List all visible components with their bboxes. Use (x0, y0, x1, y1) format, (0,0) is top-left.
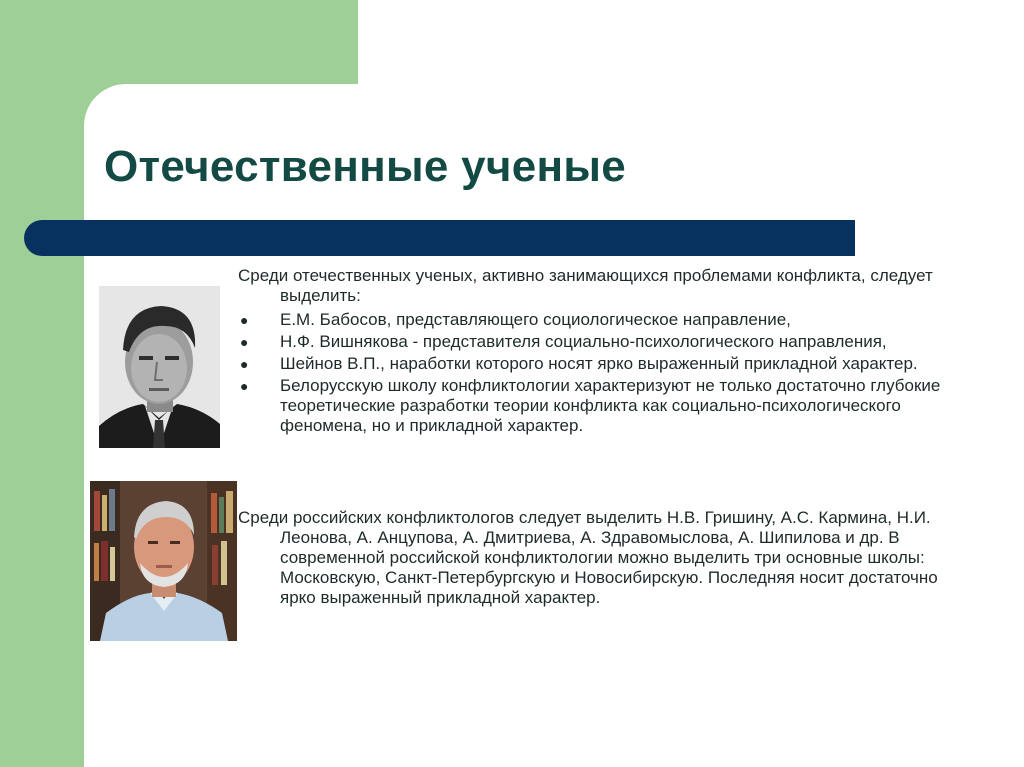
list-item: ● Е.М. Бабосов, представляющего социологическое направление, (240, 310, 791, 329)
text-block-domestic (238, 266, 968, 438)
bullet-dot-icon: ● (240, 312, 249, 328)
scientists-list (238, 310, 968, 436)
title-underline-bar (24, 220, 855, 256)
russian-schools-paragraph: Среди российских конфликтологов следует выделить Н.В. Гришину, А.С. Кармина, Н.И. Леонова, А. Анцупова, А. Дмитриева, А. Здравомыслова, А. Шипилова и др. В современной российской конфликтологии можно выделить три основные школы: Московскую, Санкт-Петербургскую и Новосибирскую. Последняя носит достаточно ярко выраженный прикладной характер. (238, 508, 938, 607)
portrait-photo-bw (99, 286, 220, 448)
bullet-dot-icon: ● (240, 334, 249, 350)
slide-title: Отечественные ученые (104, 142, 627, 191)
list-item: ● Белорусскую школу конфликтологии характеризуют не только достаточно глубокие теоретические разработки теории конфликта как социально-психологического феномена, но и прикладной характер. (240, 376, 941, 435)
portrait-photo-color (90, 481, 237, 641)
bullet-dot-icon: ● (240, 356, 249, 372)
text-block-russian (238, 508, 968, 608)
list-item: ● Шейнов В.П., наработки которого носят ярко выраженный прикладной характер. (240, 354, 918, 373)
intro-paragraph: Среди отечественных ученых, активно занимающихся проблемами конфликта, следует выделить: (238, 266, 933, 305)
bullet-dot-icon: ● (240, 378, 249, 394)
list-item: ● Н.Ф. Вишнякова - представителя социально-психологического направления, (240, 332, 887, 351)
